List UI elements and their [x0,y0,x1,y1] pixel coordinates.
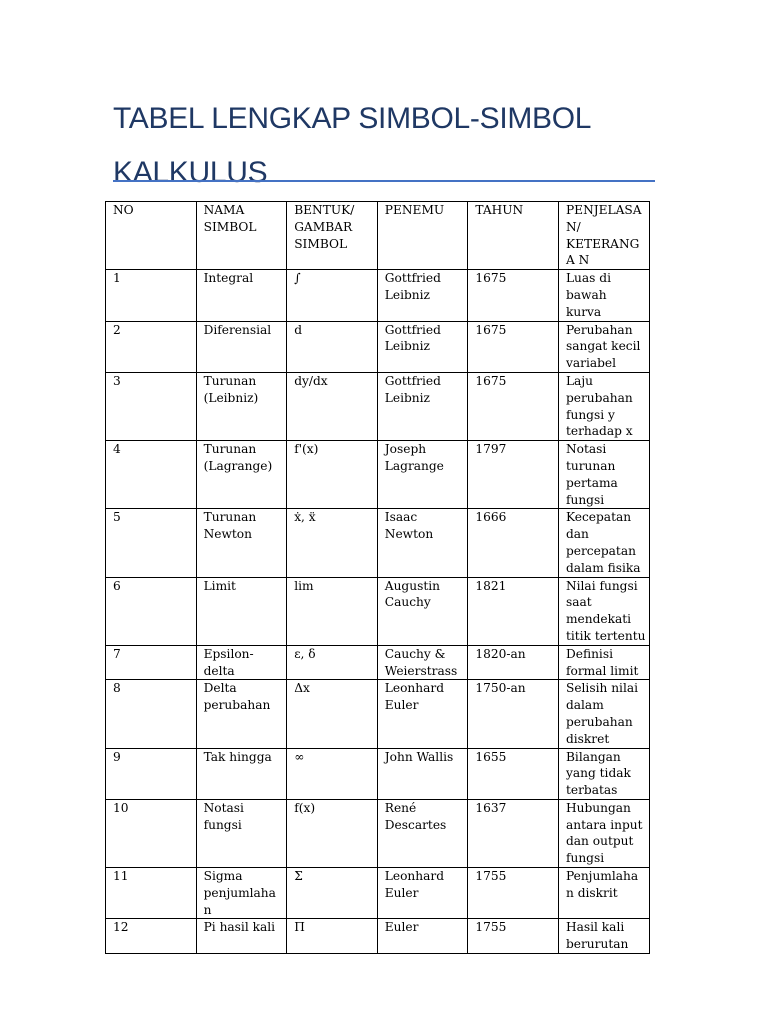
cell-tahun: 1820-an [468,645,559,680]
table-row [106,321,650,372]
cell-bentuk-simbol: d [287,321,378,372]
table-body [106,270,650,954]
table-row [106,799,650,867]
cell-penjelasan: Bilangan yang tidak terbatas [558,748,649,799]
cell-bentuk-simbol: f(x) [287,799,378,867]
cell-no: 2 [106,321,197,372]
cell-tahun: 1637 [468,799,559,867]
cell-no: 1 [106,270,197,321]
cell-tahun: 1797 [468,441,559,509]
cell-penemu: Cauchy & Weierstrass [377,645,468,680]
cell-penemu: Euler [377,919,468,954]
cell-nama-simbol: Turunan (Lagrange) [196,441,287,509]
cell-penemu: Leonhard Euler [377,680,468,748]
cell-nama-simbol: Epsilon-delta [196,645,287,680]
table-row [106,748,650,799]
table-row [106,441,650,509]
cell-no: 3 [106,372,197,440]
cell-bentuk-simbol: f'(x) [287,441,378,509]
cell-no: 7 [106,645,197,680]
table-header-row [106,202,650,270]
cell-nama-simbol: Tak hingga [196,748,287,799]
cell-penjelasan: Selisih nilai dalam perubahan diskret [558,680,649,748]
cell-penemu: Joseph Lagrange [377,441,468,509]
cell-bentuk-simbol: Δx [287,680,378,748]
cell-nama-simbol: Sigma penjumlahan [196,868,287,919]
table-row [106,270,650,321]
cell-penjelasan: Laju perubahan fungsi y terhadap x [558,372,649,440]
cell-tahun: 1675 [468,321,559,372]
header-penjelasan: PENJELASA N/ KETERANGA N [558,202,649,270]
cell-nama-simbol: Limit [196,577,287,645]
cell-tahun: 1755 [468,868,559,919]
cell-bentuk-simbol: dy/dx [287,372,378,440]
cell-penemu: René Descartes [377,799,468,867]
table-row [106,919,650,954]
calculus-symbols-table [105,201,650,954]
cell-no: 8 [106,680,197,748]
table-row [106,645,650,680]
document-title: TABEL LENGKAP SIMBOL-SIMBOL KALKULUS [113,102,591,189]
cell-no: 9 [106,748,197,799]
cell-nama-simbol: Integral [196,270,287,321]
cell-bentuk-simbol: ∞ [287,748,378,799]
cell-tahun: 1675 [468,270,559,321]
cell-penemu: Leonhard Euler [377,868,468,919]
table-row [106,868,650,919]
cell-nama-simbol: Turunan Newton [196,509,287,577]
cell-bentuk-simbol: Π [287,919,378,954]
cell-nama-simbol: Delta perubahan [196,680,287,748]
cell-no: 12 [106,919,197,954]
cell-tahun: 1675 [468,372,559,440]
cell-penjelasan: Perubahan sangat kecil variabel [558,321,649,372]
cell-nama-simbol: Notasi fungsi [196,799,287,867]
header-no: NO [106,202,197,270]
cell-penemu: Augustin Cauchy [377,577,468,645]
title-underline [113,180,655,182]
cell-no: 6 [106,577,197,645]
cell-penjelasan: Penjumlahan diskrit [558,868,649,919]
header-bentuk-simbol: BENTUK/ GAMBAR SIMBOL [287,202,378,270]
cell-bentuk-simbol: lim [287,577,378,645]
header-penemu: PENEMU [377,202,468,270]
header-nama-simbol: NAMA SIMBOL [196,202,287,270]
cell-penemu: Gottfried Leibniz [377,372,468,440]
cell-tahun: 1755 [468,919,559,954]
cell-tahun: 1821 [468,577,559,645]
cell-tahun: 1750-an [468,680,559,748]
cell-penjelasan: Nilai fungsi saat mendekati titik tertentu [558,577,649,645]
cell-tahun: 1655 [468,748,559,799]
cell-no: 10 [106,799,197,867]
cell-penjelasan: Hubungan antara input dan output fungsi [558,799,649,867]
cell-bentuk-simbol: ∫ [287,270,378,321]
header-tahun: TAHUN [468,202,559,270]
cell-penemu: John Wallis [377,748,468,799]
cell-penjelasan: Hasil kali berurutan [558,919,649,954]
table-row [106,577,650,645]
cell-no: 11 [106,868,197,919]
cell-nama-simbol: Turunan (Leibniz) [196,372,287,440]
cell-penemu: Isaac Newton [377,509,468,577]
cell-penjelasan: Luas di bawah kurva [558,270,649,321]
table-row [106,372,650,440]
table-row [106,680,650,748]
cell-bentuk-simbol: Σ [287,868,378,919]
cell-penjelasan: Notasi turunan pertama fungsi [558,441,649,509]
cell-no: 4 [106,441,197,509]
cell-bentuk-simbol: ε, δ [287,645,378,680]
cell-penemu: Gottfried Leibniz [377,270,468,321]
cell-nama-simbol: Diferensial [196,321,287,372]
cell-penemu: Gottfried Leibniz [377,321,468,372]
cell-no: 5 [106,509,197,577]
table-row [106,509,650,577]
cell-nama-simbol: Pi hasil kali [196,919,287,954]
cell-penjelasan: Kecepatan dan percepatan dalam fisika [558,509,649,577]
cell-penjelasan: Definisi formal limit [558,645,649,680]
cell-bentuk-simbol: ẋ, ẍ [287,509,378,577]
cell-tahun: 1666 [468,509,559,577]
